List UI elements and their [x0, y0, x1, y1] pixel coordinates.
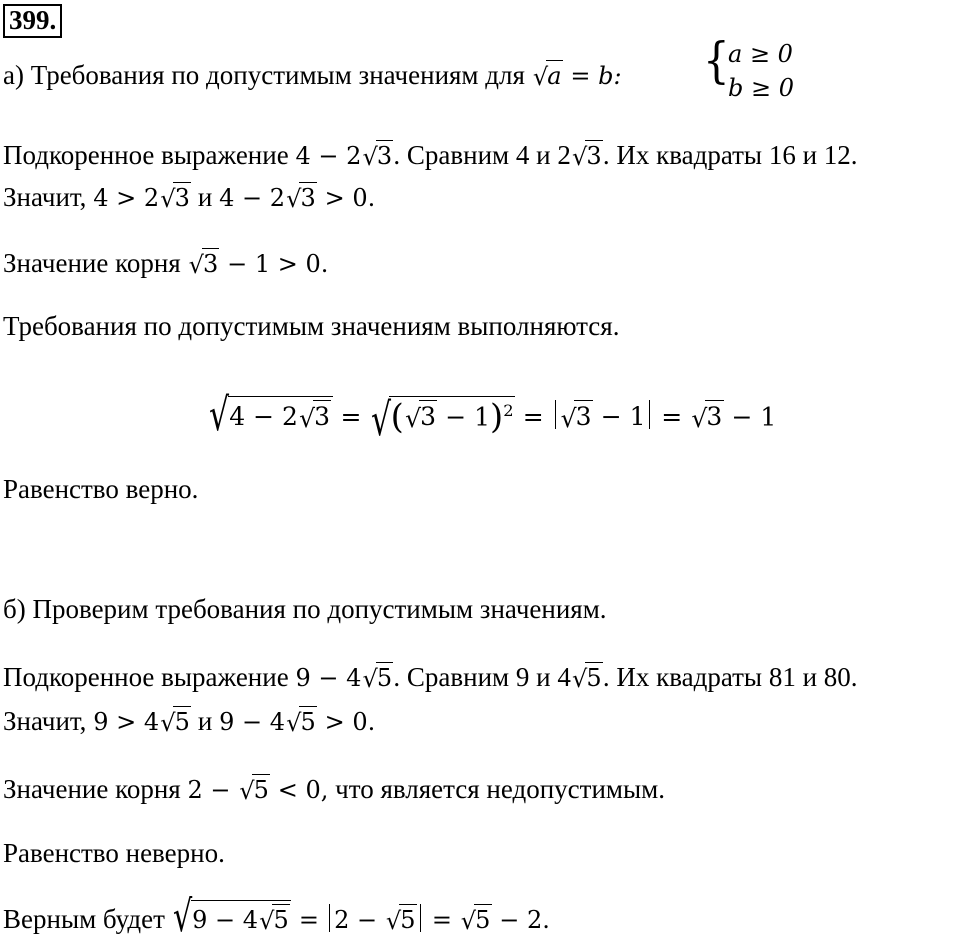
sqrt-symbol: √ 5: [572, 662, 603, 690]
sqrt-symbol: √ 3: [405, 400, 437, 429]
sqrt-symbol: √ 5: [461, 904, 492, 932]
sqrt-symbol: √ a: [533, 60, 563, 88]
part-b-line-3: Значит, 9 > 4√ 5 и 9 − 4√ 5 > 0.: [3, 706, 375, 735]
sqrt-symbol: √ 3: [363, 140, 394, 168]
part-b-line-6: Верным будет √ 9 − 4√ 5 = 2 − √ 5 = √ 5 − 2.: [3, 900, 550, 933]
part-a-intro-line: [3, 60, 622, 89]
main-formula: √ 4 − 2√ 3 = √ (√ 3 − 1)$^2$ = √ 3 − 1 = √ 3 − 1: [208, 396, 776, 434]
condition-b: b ≥ 0: [728, 74, 794, 102]
part-b-line-2: Подкоренное выражение 9 − 4√ 5. Сравним 9 и 4√ 5. Их квадраты 81 и 80.: [3, 662, 858, 691]
sqrt-symbol: √ 5: [160, 706, 191, 734]
sqrt-symbol: √ 3: [691, 400, 723, 429]
sqrt-symbol: √ 5: [386, 904, 417, 932]
part-b-line-4: Значение корня 2 − √ 5 < 0, что является недопустимым.: [3, 774, 665, 803]
eq-b: = b:: [570, 61, 622, 90]
absolute-value: 2 − √ 5: [329, 904, 421, 932]
problem-number: 399.: [3, 4, 62, 38]
part-a-conclusion: Равенство верно.: [3, 474, 199, 504]
sqrt-symbol: √ 5: [259, 904, 290, 932]
system-brace: {: [703, 32, 730, 89]
sqrt-symbol: √ 3: [561, 400, 593, 429]
sqrt-symbol: √ 5: [286, 706, 317, 734]
part-b-intro: б) Проверим требования по допустимым значениям.: [3, 594, 607, 624]
part-b-line-5: Равенство неверно.: [3, 838, 225, 868]
part-a-line-4: Значение корня √ 3 − 1 > 0.: [3, 248, 328, 277]
sqrt-symbol: √ 5: [239, 774, 270, 802]
part-a-line-2: Подкоренное выражение 4 − 2√ 3. Сравним 4 и 2√ 3. Их квадраты 16 и 12.: [3, 140, 858, 169]
condition-a: a ≥ 0: [728, 40, 793, 68]
absolute-value: √ 3 − 1: [555, 400, 651, 429]
sqrt-symbol: √ 3: [286, 182, 317, 210]
sqrt-symbol: √ 3: [189, 248, 220, 276]
sqrt-symbol: √ 3: [160, 182, 191, 210]
part-a-intro: а) Требования по допустимым значениям для: [3, 59, 525, 90]
sqrt-symbol: √ 5: [363, 662, 394, 690]
big-sqrt-symbol: √ 9 − 4√ 5: [173, 900, 291, 932]
big-sqrt-symbol: √ (√ 3 − 1)$^2$: [371, 396, 515, 434]
part-a-line-5: Требования по допустимым значениям выполняются.: [3, 311, 620, 341]
sqrt-symbol: √ 3: [299, 400, 331, 429]
sqrt-symbol: √ 3: [572, 140, 603, 168]
big-sqrt-symbol: √ 4 − 2√ 3: [209, 396, 332, 429]
part-a-line-3: Значит, 4 > 2√ 3 и 4 − 2√ 3 > 0.: [3, 182, 375, 211]
